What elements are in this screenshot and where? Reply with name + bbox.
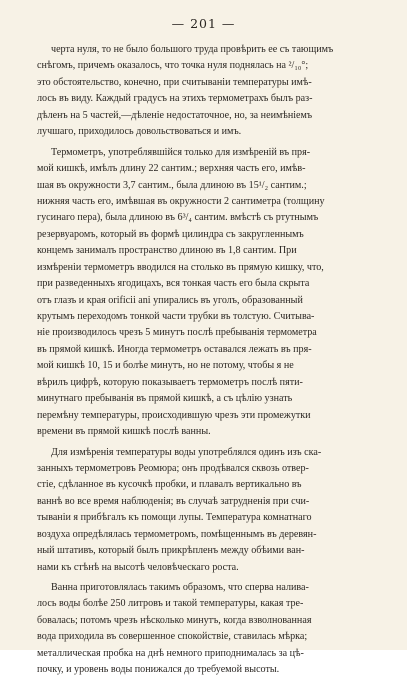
text-line: занныхъ термометровъ Реомюра; онъ продѣвался сквозь отвер- bbox=[37, 462, 309, 474]
text-line: черта нуля, то не было большого труда провѣрить ее съ тающимъ bbox=[51, 44, 334, 55]
text-line: вода приходила въ совершенное спокойствіе, ставилась мѣрка; bbox=[37, 631, 308, 643]
text-line: Ванна приготовлялась такимъ образомъ, что сперва налива- bbox=[51, 582, 309, 593]
text-line: воздуха опредѣлялась термометромъ, помѣщеннымъ въ деревян- bbox=[37, 528, 317, 540]
text-line: крутымъ переходомъ тонкой части трубки въ толстую. Считыва- bbox=[37, 311, 315, 322]
text-line: перемѣну температуры, происходившую чрезъ эти промежутки bbox=[37, 409, 311, 421]
paragraph bbox=[37, 580, 375, 679]
text-line: въ прямой кишкѣ. Иногда термометръ оставался лежать въ пря- bbox=[37, 343, 312, 355]
text-line: гусинаго пера), была длиною въ 6³/₄ сантим. вмѣстѣ съ ртутнымъ bbox=[37, 212, 319, 224]
page-number: — 201 — bbox=[171, 16, 236, 31]
text-line: дѣленъ на 5 частей,—дѣленіе недостаточное, но, за неимѣніемъ bbox=[37, 109, 313, 121]
paragraph bbox=[37, 145, 375, 441]
text-line: при разведенныхъ ягодицахъ, вся тонкая часть его была скрыта bbox=[37, 278, 310, 290]
text-line: Для измѣренія температуры воды употреблялся одинъ изъ ска- bbox=[51, 446, 322, 458]
paragraph bbox=[37, 42, 375, 141]
text-line: резервуаромъ, который въ формѣ цилиндра съ закругленнымъ bbox=[37, 228, 304, 240]
text-line: шая въ окружности 3,7 сантим., была длиною въ 15¹/₂ сантим.; bbox=[37, 179, 307, 191]
text-line: нижняя часть его, имѣвшая въ окружности 2 сантиметра (толщину bbox=[37, 195, 325, 207]
paragraph bbox=[37, 445, 375, 577]
text-line: ный штативъ, который былъ прикрѣпленъ между обѣими ван- bbox=[37, 545, 305, 557]
text-line: мой кишкѣ 10, 15 и болѣе минутъ, но не потому, чтобы я не bbox=[37, 360, 294, 372]
text-line: Термометръ, употреблявшійся только для измѣреній въ пря- bbox=[51, 146, 311, 158]
text-line: почку, и уровень воды понижался до требуемой высоты. bbox=[37, 664, 280, 676]
text-line: снѣгомъ, причемъ оказалось, что точка нуля поднялась на ²/₁₀°; bbox=[37, 60, 309, 72]
text-line: вѣрилъ цифрѣ, которую показываетъ термометръ послѣ пяти- bbox=[37, 376, 303, 388]
text-line: ніе производилось чрезъ 5 минутъ послѣ пребыванія термометра bbox=[37, 327, 317, 339]
text-line: тываніи я прибѣгалъ къ помощи лупы. Температура комнатнаго bbox=[37, 512, 312, 524]
text-line: металлическая пробка на днѣ немного приподнималась за цѣ- bbox=[37, 647, 304, 659]
text-line: мой кишкѣ, имѣлъ длину 22 сантим.; верхняя часть его, имѣв- bbox=[37, 163, 306, 175]
text-line: стіе, сдѣланное въ кусочкѣ пробки, и плавалъ вертикально въ bbox=[37, 479, 302, 491]
text-line: нами къ стѣнѣ на высотѣ человѣческаго роста. bbox=[37, 561, 239, 573]
text-line: бовалась; потомъ чрезъ нѣсколько минутъ, когда взволнованная bbox=[37, 614, 312, 626]
text-line: лось въ виду. Каждый градусъ на этихъ термометрахъ былъ раз- bbox=[37, 93, 313, 105]
text-line: отъ глазъ и края orificii ani упирались въ уголъ, образованный bbox=[37, 294, 303, 306]
text-line: времени въ прямой кишкѣ послѣ ванны. bbox=[37, 426, 211, 438]
text-line: минутнаго пребыванія въ прямой кишкѣ, а съ цѣлію узнать bbox=[37, 393, 293, 405]
text-line: ваннѣ во все время наблюденія; въ случаѣ затрудненія при счи- bbox=[37, 495, 310, 507]
text-line: лучшаго, приходилось довольствоваться и имъ. bbox=[37, 126, 242, 138]
body-text bbox=[37, 42, 375, 679]
text-line: измѣреніи термометръ вводился на столько въ прямую кишку, что, bbox=[37, 261, 324, 273]
text-line: это обстоятельство, конечно, при считываніи температуры имѣ- bbox=[37, 76, 312, 88]
text-line: лось воды болѣе 250 литровъ и такой температуры, какая тре- bbox=[37, 598, 304, 610]
text-line: концемъ занималъ пространство длиною въ 1,8 сантим. При bbox=[37, 245, 297, 257]
